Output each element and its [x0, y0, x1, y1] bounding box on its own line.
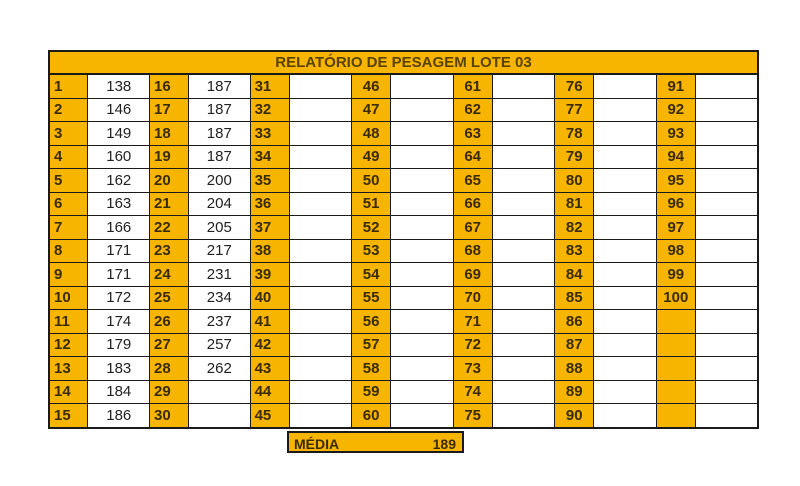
index-cell: 97: [656, 216, 695, 240]
weight-cell: 166: [88, 216, 150, 240]
weight-cell: [289, 239, 352, 263]
weight-cell: 187: [189, 145, 251, 169]
weight-cell: [289, 286, 352, 310]
empty-index-cell: [656, 310, 695, 334]
index-cell: 21: [150, 192, 189, 216]
index-cell: 77: [555, 98, 594, 122]
weight-cell: 257: [189, 333, 251, 357]
weight-cell: [289, 310, 352, 334]
table-row: [49, 122, 758, 146]
table-row: [49, 357, 758, 381]
weight-cell: [695, 216, 758, 240]
weight-cell: [289, 74, 352, 98]
weight-cell: [391, 286, 454, 310]
index-cell: 13: [49, 357, 88, 381]
index-cell: 75: [453, 404, 492, 428]
weighing-table: [48, 50, 759, 429]
weight-cell: [492, 286, 555, 310]
index-cell: 67: [453, 216, 492, 240]
table-row: [49, 98, 758, 122]
index-cell: 94: [656, 145, 695, 169]
index-cell: 91: [656, 74, 695, 98]
weight-cell: 172: [88, 286, 150, 310]
index-cell: 44: [250, 380, 289, 404]
weight-cell: [492, 239, 555, 263]
index-cell: 60: [352, 404, 391, 428]
index-cell: 64: [453, 145, 492, 169]
weight-cell: [695, 239, 758, 263]
index-cell: 2: [49, 98, 88, 122]
weight-cell: [189, 380, 251, 404]
weight-cell: 204: [189, 192, 251, 216]
index-cell: 24: [150, 263, 189, 287]
index-cell: 57: [352, 333, 391, 357]
weight-cell: [289, 380, 352, 404]
index-cell: 3: [49, 122, 88, 146]
weight-cell: [492, 333, 555, 357]
table-row: [49, 333, 758, 357]
weight-cell: 200: [189, 169, 251, 193]
weight-cell: 162: [88, 169, 150, 193]
index-cell: 20: [150, 169, 189, 193]
weight-cell: [594, 333, 657, 357]
index-cell: 80: [555, 169, 594, 193]
weight-cell: [289, 122, 352, 146]
weight-cell: [391, 74, 454, 98]
index-cell: 37: [250, 216, 289, 240]
table-row: [49, 263, 758, 287]
index-cell: 39: [250, 263, 289, 287]
weight-cell: [289, 404, 352, 428]
index-cell: 84: [555, 263, 594, 287]
index-cell: 56: [352, 310, 391, 334]
weight-cell: [594, 404, 657, 428]
index-cell: 85: [555, 286, 594, 310]
weight-cell: [695, 380, 758, 404]
weight-cell: [391, 239, 454, 263]
weight-cell: [594, 74, 657, 98]
weight-cell: [391, 145, 454, 169]
weight-cell: 231: [189, 263, 251, 287]
index-cell: 96: [656, 192, 695, 216]
empty-index-cell: [656, 357, 695, 381]
average-label: MÉDIA: [294, 436, 340, 452]
weight-cell: [695, 286, 758, 310]
weight-cell: 171: [88, 263, 150, 287]
index-cell: 30: [150, 404, 189, 428]
weight-cell: 174: [88, 310, 150, 334]
table-row: [49, 239, 758, 263]
index-cell: 48: [352, 122, 391, 146]
title-row: [49, 51, 758, 74]
weight-cell: [695, 192, 758, 216]
weight-cell: [594, 98, 657, 122]
weight-cell: 205: [189, 216, 251, 240]
index-cell: 49: [352, 145, 391, 169]
index-cell: 17: [150, 98, 189, 122]
index-cell: 5: [49, 169, 88, 193]
index-cell: 76: [555, 74, 594, 98]
table-row: [49, 145, 758, 169]
index-cell: 10: [49, 286, 88, 310]
index-cell: 81: [555, 192, 594, 216]
index-cell: 32: [250, 98, 289, 122]
index-cell: 90: [555, 404, 594, 428]
weight-cell: [391, 310, 454, 334]
weight-cell: 187: [189, 122, 251, 146]
weight-cell: [594, 263, 657, 287]
index-cell: 47: [352, 98, 391, 122]
table-row: [49, 74, 758, 98]
index-cell: 22: [150, 216, 189, 240]
index-cell: 68: [453, 239, 492, 263]
weight-cell: [594, 310, 657, 334]
index-cell: 40: [250, 286, 289, 310]
index-cell: 46: [352, 74, 391, 98]
index-cell: 15: [49, 404, 88, 428]
index-cell: 25: [150, 286, 189, 310]
table-row: [49, 286, 758, 310]
table-row: [49, 169, 758, 193]
weight-cell: 183: [88, 357, 150, 381]
index-cell: 82: [555, 216, 594, 240]
weight-cell: [695, 404, 758, 428]
weight-cell: [594, 380, 657, 404]
weight-cell: [594, 122, 657, 146]
index-cell: 43: [250, 357, 289, 381]
report-title: RELATÓRIO DE PESAGEM LOTE 03: [49, 51, 758, 74]
weight-cell: 160: [88, 145, 150, 169]
index-cell: 18: [150, 122, 189, 146]
index-cell: 58: [352, 357, 391, 381]
weight-cell: [594, 192, 657, 216]
weight-cell: [492, 263, 555, 287]
weight-cell: [492, 122, 555, 146]
index-cell: 50: [352, 169, 391, 193]
index-cell: 14: [49, 380, 88, 404]
index-cell: 12: [49, 333, 88, 357]
weight-cell: [492, 98, 555, 122]
weight-cell: 187: [189, 74, 251, 98]
weight-cell: [289, 216, 352, 240]
index-cell: 89: [555, 380, 594, 404]
weight-cell: [492, 216, 555, 240]
weighing-report: [48, 50, 759, 429]
index-cell: 9: [49, 263, 88, 287]
weight-cell: [391, 263, 454, 287]
average-box: [287, 431, 464, 453]
index-cell: 54: [352, 263, 391, 287]
index-cell: 73: [453, 357, 492, 381]
weight-cell: [695, 310, 758, 334]
weight-cell: [289, 357, 352, 381]
weight-cell: 234: [189, 286, 251, 310]
index-cell: 88: [555, 357, 594, 381]
index-cell: 62: [453, 98, 492, 122]
weight-cell: [594, 216, 657, 240]
weight-cell: [391, 122, 454, 146]
weight-cell: [391, 380, 454, 404]
index-cell: 34: [250, 145, 289, 169]
weight-cell: 237: [189, 310, 251, 334]
index-cell: 28: [150, 357, 189, 381]
weight-cell: [594, 239, 657, 263]
weight-cell: [492, 192, 555, 216]
weight-cell: [594, 169, 657, 193]
weight-cell: [492, 357, 555, 381]
index-cell: 52: [352, 216, 391, 240]
index-cell: 95: [656, 169, 695, 193]
index-cell: 6: [49, 192, 88, 216]
weight-cell: [594, 286, 657, 310]
weight-cell: [391, 404, 454, 428]
weight-cell: [695, 169, 758, 193]
weight-cell: 149: [88, 122, 150, 146]
index-cell: 78: [555, 122, 594, 146]
empty-index-cell: [656, 404, 695, 428]
index-cell: 45: [250, 404, 289, 428]
index-cell: 35: [250, 169, 289, 193]
weight-cell: 171: [88, 239, 150, 263]
table-row: [49, 192, 758, 216]
index-cell: 79: [555, 145, 594, 169]
weight-cell: 186: [88, 404, 150, 428]
weight-cell: [289, 333, 352, 357]
index-cell: 59: [352, 380, 391, 404]
weight-cell: 187: [189, 98, 251, 122]
weight-cell: [695, 122, 758, 146]
table-row: [49, 310, 758, 334]
index-cell: 11: [49, 310, 88, 334]
index-cell: 61: [453, 74, 492, 98]
index-cell: 26: [150, 310, 189, 334]
weight-cell: [594, 145, 657, 169]
weight-cell: 146: [88, 98, 150, 122]
weight-cell: 217: [189, 239, 251, 263]
empty-index-cell: [656, 380, 695, 404]
weight-cell: [695, 74, 758, 98]
index-cell: 86: [555, 310, 594, 334]
weight-cell: [289, 98, 352, 122]
index-cell: 93: [656, 122, 695, 146]
index-cell: 7: [49, 216, 88, 240]
index-cell: 70: [453, 286, 492, 310]
index-cell: 74: [453, 380, 492, 404]
weight-cell: [594, 357, 657, 381]
weight-cell: 179: [88, 333, 150, 357]
weight-cell: [695, 98, 758, 122]
index-cell: 23: [150, 239, 189, 263]
index-cell: 71: [453, 310, 492, 334]
index-cell: 98: [656, 239, 695, 263]
index-cell: 27: [150, 333, 189, 357]
index-cell: 29: [150, 380, 189, 404]
weight-cell: [289, 145, 352, 169]
index-cell: 38: [250, 239, 289, 263]
index-cell: 63: [453, 122, 492, 146]
index-cell: 92: [656, 98, 695, 122]
index-cell: 41: [250, 310, 289, 334]
weight-cell: [492, 169, 555, 193]
index-cell: 51: [352, 192, 391, 216]
index-cell: 53: [352, 239, 391, 263]
index-cell: 42: [250, 333, 289, 357]
weight-cell: [391, 98, 454, 122]
index-cell: 100: [656, 286, 695, 310]
weight-cell: [492, 310, 555, 334]
weight-cell: [492, 74, 555, 98]
weight-cell: [695, 145, 758, 169]
weight-cell: [695, 357, 758, 381]
weight-cell: [289, 169, 352, 193]
weight-cell: 163: [88, 192, 150, 216]
weight-cell: [492, 145, 555, 169]
index-cell: 87: [555, 333, 594, 357]
index-cell: 72: [453, 333, 492, 357]
index-cell: 31: [250, 74, 289, 98]
weight-cell: [391, 333, 454, 357]
index-cell: 33: [250, 122, 289, 146]
weight-cell: 138: [88, 74, 150, 98]
weight-cell: [289, 192, 352, 216]
average-value: 189: [432, 436, 456, 452]
weight-cell: [391, 169, 454, 193]
index-cell: 65: [453, 169, 492, 193]
index-cell: 55: [352, 286, 391, 310]
weight-cell: [492, 404, 555, 428]
weight-cell: [289, 263, 352, 287]
index-cell: 99: [656, 263, 695, 287]
index-cell: 69: [453, 263, 492, 287]
weight-cell: [391, 357, 454, 381]
weight-cell: [695, 263, 758, 287]
table-row: [49, 404, 758, 428]
index-cell: 66: [453, 192, 492, 216]
weight-cell: [492, 380, 555, 404]
weight-cell: [695, 333, 758, 357]
index-cell: 16: [150, 74, 189, 98]
index-cell: 4: [49, 145, 88, 169]
index-cell: 8: [49, 239, 88, 263]
weight-cell: 262: [189, 357, 251, 381]
weight-cell: [391, 216, 454, 240]
weight-cell: [189, 404, 251, 428]
table-row: [49, 380, 758, 404]
table-row: [49, 216, 758, 240]
index-cell: 83: [555, 239, 594, 263]
empty-index-cell: [656, 333, 695, 357]
index-cell: 1: [49, 74, 88, 98]
weight-cell: [391, 192, 454, 216]
weight-cell: 184: [88, 380, 150, 404]
index-cell: 36: [250, 192, 289, 216]
index-cell: 19: [150, 145, 189, 169]
